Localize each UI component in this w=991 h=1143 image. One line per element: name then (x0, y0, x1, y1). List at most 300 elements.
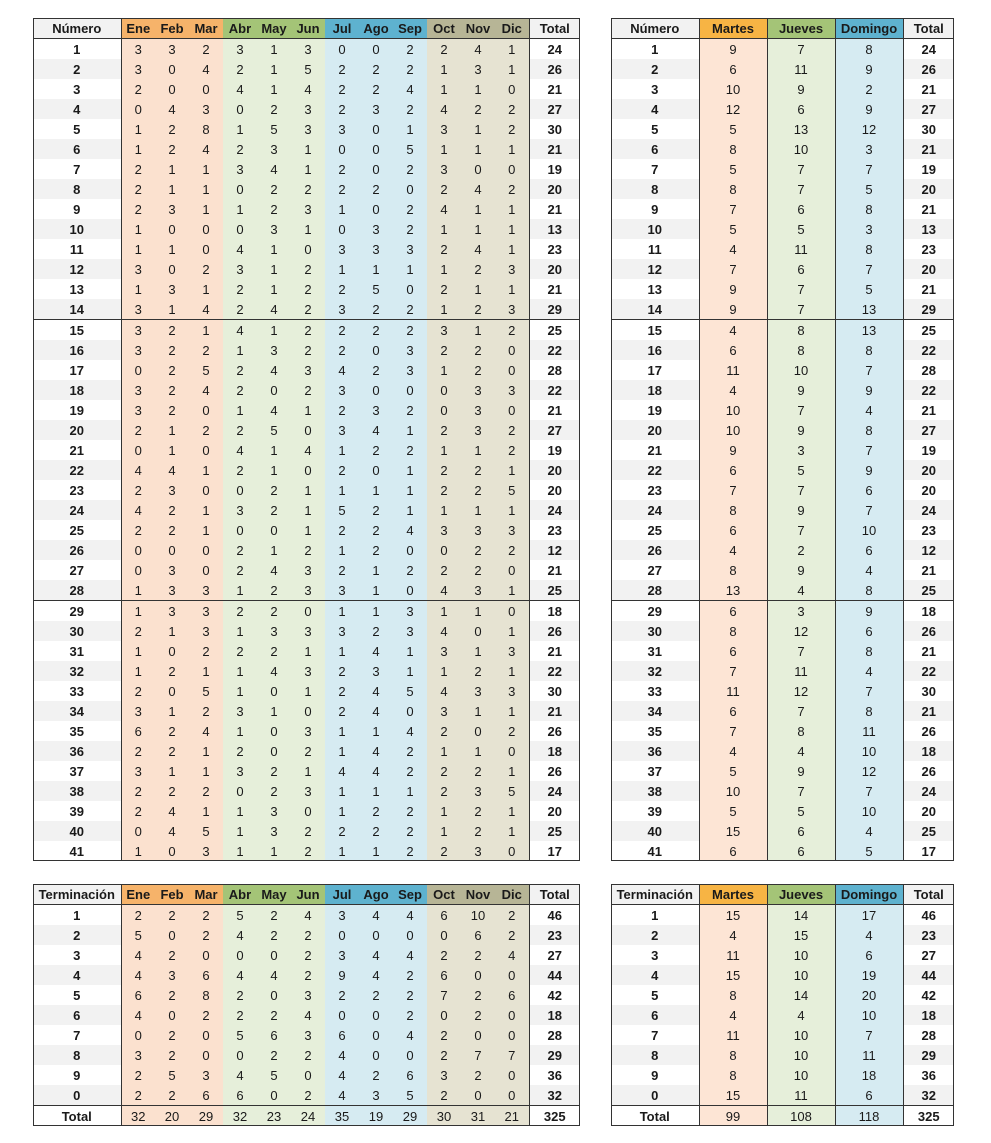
row-label: 25 (33, 520, 121, 540)
total-row (33, 1106, 580, 1127)
cell-value: 2 (495, 420, 529, 440)
cell-value: 0 (393, 1045, 427, 1065)
cell-value: 2 (359, 320, 393, 341)
cell-value: 7 (767, 480, 835, 500)
cell-value: 0 (325, 1005, 359, 1025)
table-row (611, 925, 954, 945)
cell-value: 11 (835, 721, 903, 741)
cell-value: 1 (189, 500, 223, 520)
cell-value: 2 (121, 520, 155, 540)
table-row (33, 621, 580, 641)
cell-value: 1 (121, 641, 155, 661)
cell-value: 2 (461, 945, 495, 965)
row-label: 38 (611, 781, 699, 801)
row-total: 325 (903, 1106, 954, 1127)
row-label: 16 (611, 340, 699, 360)
table-row (33, 801, 580, 821)
row-total: 20 (903, 179, 954, 199)
cell-value: 1 (427, 299, 461, 320)
table-row (33, 340, 580, 360)
row-label: 34 (611, 701, 699, 721)
cell-value: 1 (393, 119, 427, 139)
cell-value: 2 (291, 179, 325, 199)
cell-value: 3 (121, 340, 155, 360)
row-total: 24 (529, 39, 580, 60)
cell-value: 0 (359, 380, 393, 400)
column-header-dic: Dic (495, 884, 529, 905)
cell-value: 0 (257, 380, 291, 400)
row-total: 20 (903, 259, 954, 279)
cell-value: 32 (121, 1106, 155, 1127)
row-label: 12 (611, 259, 699, 279)
cell-value: 2 (257, 179, 291, 199)
cell-value: 10 (699, 781, 767, 801)
row-total: 21 (529, 79, 580, 99)
cell-value: 1 (427, 821, 461, 841)
row-label: 7 (611, 159, 699, 179)
row-total: 44 (903, 965, 954, 985)
cell-value: 0 (495, 601, 529, 622)
cell-value: 1 (325, 540, 359, 560)
row-total: 19 (903, 440, 954, 460)
cell-value: 7 (427, 985, 461, 1005)
cell-value: 0 (393, 925, 427, 945)
table-row (611, 721, 954, 741)
cell-value: 2 (325, 701, 359, 721)
cell-value: 9 (767, 79, 835, 99)
row-total: 36 (903, 1065, 954, 1085)
row-total: 19 (529, 159, 580, 179)
cell-value: 1 (325, 480, 359, 500)
row-label: 14 (33, 299, 121, 320)
cell-value: 4 (359, 905, 393, 926)
cell-value: 6 (767, 199, 835, 219)
table-row (611, 440, 954, 460)
row-label: 36 (611, 741, 699, 761)
cell-value: 2 (189, 641, 223, 661)
row-total: 18 (903, 601, 954, 622)
cell-value: 4 (359, 641, 393, 661)
numero-por-mes-table (33, 18, 580, 861)
cell-value: 108 (767, 1106, 835, 1127)
cell-value: 0 (257, 741, 291, 761)
row-total: 20 (903, 801, 954, 821)
cell-value: 1 (121, 139, 155, 159)
cell-value: 2 (291, 299, 325, 320)
cell-value: 5 (767, 801, 835, 821)
cell-value: 3 (121, 380, 155, 400)
cell-value: 2 (495, 119, 529, 139)
row-label: 27 (611, 560, 699, 580)
cell-value: 1 (359, 480, 393, 500)
cell-value: 2 (393, 985, 427, 1005)
cell-value: 1 (427, 500, 461, 520)
cell-value: 11 (699, 681, 767, 701)
cell-value: 1 (325, 841, 359, 861)
cell-value: 6 (393, 1065, 427, 1085)
cell-value: 3 (495, 259, 529, 279)
row-label: 22 (33, 460, 121, 480)
row-total: 26 (903, 59, 954, 79)
total-column-header: Total (903, 18, 954, 39)
row-label: 8 (33, 179, 121, 199)
table-row (33, 741, 580, 761)
table-row (611, 540, 954, 560)
cell-value: 0 (461, 965, 495, 985)
cell-value: 3 (291, 621, 325, 641)
row-total: 44 (529, 965, 580, 985)
cell-value: 4 (189, 59, 223, 79)
cell-value: 1 (155, 179, 189, 199)
cell-value: 0 (121, 560, 155, 580)
cell-value: 7 (835, 440, 903, 460)
row-total: 21 (529, 279, 580, 299)
cell-value: 10 (767, 1045, 835, 1065)
terminacion-por-dia-table (611, 884, 954, 1126)
cell-value: 1 (189, 761, 223, 781)
row-total: 19 (529, 440, 580, 460)
cell-value: 8 (835, 701, 903, 721)
row-total: 24 (529, 781, 580, 801)
table-row (33, 440, 580, 460)
cell-value: 5 (699, 801, 767, 821)
cell-value: 2 (257, 601, 291, 622)
row-total: 21 (903, 701, 954, 721)
table-row (33, 520, 580, 540)
cell-value: 3 (257, 139, 291, 159)
cell-value: 2 (257, 1045, 291, 1065)
table-row (33, 781, 580, 801)
cell-value: 2 (427, 420, 461, 440)
column-header-oct: Oct (427, 18, 461, 39)
cell-value: 1 (155, 299, 189, 320)
cell-value: 4 (257, 360, 291, 380)
row-total: 46 (529, 905, 580, 926)
cell-value: 8 (835, 199, 903, 219)
cell-value: 4 (325, 360, 359, 380)
cell-value: 10 (699, 400, 767, 420)
cell-value: 4 (393, 1025, 427, 1045)
cell-value: 3 (325, 580, 359, 601)
cell-value: 4 (223, 440, 257, 460)
cell-value: 0 (461, 159, 495, 179)
row-total: 29 (903, 299, 954, 320)
cell-value: 2 (461, 360, 495, 380)
cell-value: 1 (155, 239, 189, 259)
cell-value: 2 (325, 520, 359, 540)
cell-value: 4 (767, 741, 835, 761)
row-label: 24 (611, 500, 699, 520)
cell-value: 7 (699, 721, 767, 741)
row-total: 20 (529, 179, 580, 199)
cell-value: 7 (767, 701, 835, 721)
cell-value: 4 (393, 945, 427, 965)
row-total: 19 (903, 159, 954, 179)
cell-value: 4 (155, 801, 189, 821)
row-label: 10 (33, 219, 121, 239)
cell-value: 3 (325, 621, 359, 641)
cell-value: 0 (155, 925, 189, 945)
cell-value: 9 (767, 380, 835, 400)
cell-value: 2 (291, 925, 325, 945)
label-column-header: Terminación (33, 884, 121, 905)
cell-value: 15 (699, 965, 767, 985)
table-row (611, 239, 954, 259)
cell-value: 9 (767, 420, 835, 440)
cell-value: 0 (223, 781, 257, 801)
row-total: 46 (903, 905, 954, 926)
cell-value: 4 (393, 79, 427, 99)
table-row (33, 945, 580, 965)
table-row (611, 179, 954, 199)
cell-value: 10 (767, 1025, 835, 1045)
cell-value: 4 (359, 681, 393, 701)
row-label: Total (33, 1106, 121, 1127)
cell-value: 21 (495, 1106, 529, 1127)
cell-value: 3 (427, 1065, 461, 1085)
cell-value: 1 (495, 460, 529, 480)
row-label: 35 (611, 721, 699, 741)
cell-value: 29 (189, 1106, 223, 1127)
row-total: 22 (903, 340, 954, 360)
cell-value: 29 (393, 1106, 427, 1127)
cell-value: 4 (189, 380, 223, 400)
cell-value: 3 (291, 1025, 325, 1045)
cell-value: 2 (325, 661, 359, 681)
cell-value: 4 (291, 440, 325, 460)
cell-value: 1 (393, 500, 427, 520)
cell-value: 1 (257, 440, 291, 460)
table-row (33, 641, 580, 661)
row-label: 40 (611, 821, 699, 841)
cell-value: 118 (835, 1106, 903, 1127)
cell-value: 3 (189, 841, 223, 861)
cell-value: 2 (359, 299, 393, 320)
cell-value: 0 (155, 59, 189, 79)
cell-value: 2 (155, 905, 189, 926)
cell-value: 1 (325, 721, 359, 741)
cell-value: 8 (699, 500, 767, 520)
cell-value: 12 (699, 99, 767, 119)
cell-value: 2 (257, 480, 291, 500)
cell-value: 0 (393, 701, 427, 721)
cell-value: 0 (495, 965, 529, 985)
cell-value: 4 (393, 520, 427, 540)
cell-value: 3 (359, 1085, 393, 1106)
cell-value: 5 (257, 420, 291, 440)
cell-value: 2 (495, 925, 529, 945)
cell-value: 0 (155, 79, 189, 99)
cell-value: 10 (835, 1005, 903, 1025)
cell-value: 1 (461, 601, 495, 622)
row-total: 25 (903, 821, 954, 841)
row-label: 1 (611, 39, 699, 60)
cell-value: 0 (291, 239, 325, 259)
cell-value: 0 (189, 945, 223, 965)
cell-value: 0 (495, 400, 529, 420)
row-total: 21 (529, 400, 580, 420)
cell-value: 2 (325, 560, 359, 580)
cell-value: 3 (257, 340, 291, 360)
cell-value: 2 (291, 965, 325, 985)
cell-value: 2 (189, 1005, 223, 1025)
cell-value: 3 (291, 39, 325, 60)
row-label: 20 (33, 420, 121, 440)
row-total: 18 (529, 601, 580, 622)
cell-value: 5 (699, 761, 767, 781)
row-label: 1 (611, 905, 699, 926)
cell-value: 11 (835, 1045, 903, 1065)
cell-value: 4 (121, 500, 155, 520)
cell-value: 0 (359, 199, 393, 219)
cell-value: 3 (121, 259, 155, 279)
cell-value: 2 (393, 821, 427, 841)
cell-value: 3 (223, 761, 257, 781)
table-row (33, 580, 580, 601)
cell-value: 1 (291, 480, 325, 500)
cell-value: 2 (427, 460, 461, 480)
cell-value: 3 (325, 905, 359, 926)
cell-value: 9 (767, 500, 835, 520)
row-total: 26 (903, 721, 954, 741)
row-label: 32 (33, 661, 121, 681)
cell-value: 1 (189, 199, 223, 219)
cell-value: 8 (835, 239, 903, 259)
cell-value: 5 (257, 1065, 291, 1085)
cell-value: 18 (835, 1065, 903, 1085)
row-total: 17 (529, 841, 580, 861)
table-row (611, 420, 954, 440)
cell-value: 3 (291, 985, 325, 1005)
total-column-header: Total (903, 884, 954, 905)
cell-value: 4 (257, 159, 291, 179)
cell-value: 2 (461, 761, 495, 781)
cell-value: 1 (393, 460, 427, 480)
cell-value: 0 (155, 1005, 189, 1025)
cell-value: 2 (325, 400, 359, 420)
cell-value: 2 (223, 139, 257, 159)
cell-value: 0 (291, 420, 325, 440)
cell-value: 20 (835, 985, 903, 1005)
cell-value: 2 (257, 641, 291, 661)
row-label: 32 (611, 661, 699, 681)
row-total: 26 (529, 621, 580, 641)
cell-value: 2 (189, 701, 223, 721)
cell-value: 9 (767, 560, 835, 580)
cell-value: 10 (835, 520, 903, 540)
row-total: 28 (903, 1025, 954, 1045)
cell-value: 7 (835, 1025, 903, 1045)
cell-value: 30 (427, 1106, 461, 1127)
cell-value: 6 (461, 925, 495, 945)
cell-value: 7 (767, 299, 835, 320)
cell-value: 1 (223, 721, 257, 741)
cell-value: 2 (223, 360, 257, 380)
cell-value: 1 (257, 320, 291, 341)
cell-value: 4 (835, 400, 903, 420)
cell-value: 12 (767, 681, 835, 701)
cell-value: 0 (121, 1025, 155, 1045)
column-header-feb: Feb (155, 18, 189, 39)
row-label: 4 (33, 965, 121, 985)
cell-value: 0 (223, 1045, 257, 1065)
column-header-martes: Martes (699, 18, 767, 39)
cell-value: 7 (835, 360, 903, 380)
cell-value: 1 (155, 420, 189, 440)
cell-value: 1 (291, 500, 325, 520)
table-row (611, 821, 954, 841)
cell-value: 19 (359, 1106, 393, 1127)
cell-value: 1 (121, 219, 155, 239)
cell-value: 3 (461, 400, 495, 420)
table-row (611, 641, 954, 661)
column-header-ago: Ago (359, 18, 393, 39)
cell-value: 11 (699, 360, 767, 380)
cell-value: 1 (461, 139, 495, 159)
cell-value: 0 (495, 360, 529, 380)
cell-value: 3 (461, 59, 495, 79)
cell-value: 0 (495, 560, 529, 580)
cell-value: 2 (461, 99, 495, 119)
table-row (33, 259, 580, 279)
cell-value: 4 (121, 965, 155, 985)
cell-value: 2 (325, 821, 359, 841)
table-row (611, 99, 954, 119)
cell-value: 2 (223, 279, 257, 299)
row-label: 19 (611, 400, 699, 420)
row-total: 24 (903, 39, 954, 60)
cell-value: 2 (359, 59, 393, 79)
table-row (611, 460, 954, 480)
cell-value: 1 (495, 761, 529, 781)
cell-value: 2 (427, 279, 461, 299)
cell-value: 1 (495, 199, 529, 219)
cell-value: 1 (359, 601, 393, 622)
cell-value: 2 (359, 801, 393, 821)
cell-value: 1 (257, 259, 291, 279)
cell-value: 0 (189, 440, 223, 460)
row-label: 31 (33, 641, 121, 661)
cell-value: 4 (155, 99, 189, 119)
cell-value: 1 (223, 580, 257, 601)
cell-value: 0 (121, 540, 155, 560)
row-label: 15 (33, 320, 121, 341)
table-row (33, 219, 580, 239)
row-total: 26 (903, 621, 954, 641)
cell-value: 5 (121, 925, 155, 945)
cell-value: 2 (189, 39, 223, 60)
cell-value: 3 (461, 520, 495, 540)
cell-value: 1 (495, 661, 529, 681)
cell-value: 1 (223, 199, 257, 219)
cell-value: 3 (189, 99, 223, 119)
cell-value: 1 (359, 560, 393, 580)
cell-value: 3 (835, 219, 903, 239)
row-label: 5 (611, 119, 699, 139)
row-total: 25 (903, 320, 954, 341)
cell-value: 1 (223, 621, 257, 641)
cell-value: 6 (189, 965, 223, 985)
cell-value: 1 (121, 119, 155, 139)
cell-value: 1 (495, 580, 529, 601)
row-total: 20 (529, 460, 580, 480)
row-total: 21 (903, 641, 954, 661)
cell-value: 2 (325, 681, 359, 701)
row-total: 21 (529, 139, 580, 159)
cell-value: 2 (393, 219, 427, 239)
cell-value: 1 (189, 320, 223, 341)
cell-value: 3 (767, 440, 835, 460)
